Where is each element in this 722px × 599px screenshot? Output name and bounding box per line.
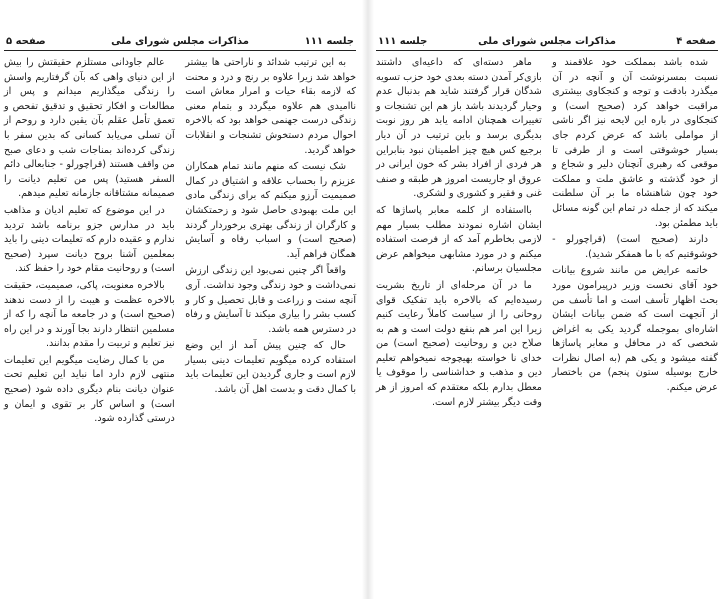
paragraph: به این ترتیب شدائد و ناراحتی ها بیشتر خواهد شد زیرا علاوه بر رنج و درد و محنت که لازمه بقاء حیات و امرار معاش است ناامیدی هم علاوه میگردد و بتمام معنی زندگی درست جهنمی خواهد بود که بالاخره احوال مردم دستخوش تشنجات و انقلابات خواهد گردید. [185,57,356,156]
paragraph: ما در آن مرحله‌ای از تاریخ بشریت رسیده‌ایم که بالاخره باید تفکیک قوای روحانی را از سیاست کاملاً رعایت کنیم زیرا این امر هم بنفع دولت است و هم به صلاح دین و روحانیت (صحیح است) من خدای نا خواسته بهیچوجه نمیخواهم تعلیم دین و مذهب و خداشناسی را موقوف یا معطل بدارم بلکه معتقدم که امروز از هر وقت دیگر بیشتر لازم است. [376,279,542,408]
paragraph: شده باشد بمملکت خود علاقمند و نسبت بمسرنوشت آن و آنچه در آن میگذرد بادقت و توجه و کنجکاوی بیشتری مراقبت خواهد کرد (صحیح است) و کنجکاوی در باره این لایحه نیز اگر ناشی از مواملی باشد که عرض کردم جای بسیار خوشوقتی است و از طرفی تا موقعی که رهبری آنچنان دلیر و شجاع و از خود گذشته و عاشق ملت و مملکت خود چون شاهنشاه ما بر آن سلطنت میکند که از جمله در تمام این گونه مسائل باید مطمئن بود. [552,57,718,229]
text-column-left [4,56,175,429]
left-page [4,36,356,429]
paragraph: خاتمه عرایض من مانند شروع بیانات خود آقای نخست وزیر درپیرامون مورد بحث اظهار تأسف است و اما تأسف من از آنجهت است که ضمن بیانات ایشان اشاره‌ای بموجمله گردید یکی به اغراض شخصی که در محافل و معابر پاساژها گفته میشود و یکی هم (به اصال نظرات خارج بوسیله ستون پنجم) من باختصار عرض میکنم. [552,265,718,394]
session-number: جلسه ۱۱۱ [378,36,428,47]
text-column-right [185,56,356,429]
paragraph: عالم جاودانی مستلزم حقیقتش را بیش از این دنیای واهی که بآن گرفتاریم واسش را زندگی میگذاریم میدانم و پس از مطالعات و افکار تحقیق و تدقیق تفحص و تعمق تأمل عقلم بآن یقین دارد و روحم از آن تسلی می‌یابد کسانی که بدین سفر با زندگی کرده‌اند بمناجات شب و دعای صبح من واقف هستند (قراچورلو - جنابعالی دائم السفر هستید) پس من تعلیم دیانت را صمیمانه مشتاقانه جازمانه تعلیم میدهم. [4,57,175,200]
paragraph: بالاخره معنویت، پاکی، صمیمیت، حقیقت بالاخره عظمت و هیبت را از دست ندهند (صحیح است) و در جامعه ما آنچه را که از مسلمین انتظار دارند بجا آورند و در این راه نیز تعلیم و تربیت را مقدم بدانند. [4,279,175,350]
page-header [4,36,356,51]
right-page [376,36,718,412]
paragraph: دارند (صحیح است) (قراچورلو - خوشوقتیم که با ما همفکر شدید). [552,234,718,260]
text-column-left [376,56,542,412]
paragraph: ماهر دسته‌ای که داعیه‌ای داشتند بازی‌کر آمدن دسته بعدی خود حزب تسویه شدگان قرار گرفتند شاید هم بدنبال عدم وحیار گردیدند باشد باز هم این تشنجات و تغییرات همچنان ادامه یابد هر روز نوبت بدیگری برسد و باین ترتیب در آن دیار برجیع کس هیچ چیز اطمینان نبود بنابراین هر فردی از افراد بشر که خون ایرانی در عروق او جاریست امروز هر طبقه و صنف غنی و فقیر و کشوری و لشکری. [376,57,542,200]
paragraph: بااستفاده از کلمه معابر پاساژها که ایشان اشاره نمودند مطلب بسیار مهم لازمی بخاطرم آمد که از فرصت استفاده میکنم و در مورد مشابهی میخواهم عرض مجلسیان برسانم. [376,204,542,275]
page-number: صفحه ۵ [6,36,46,47]
paragraph: در این موضوع که تعلیم ادیان و مذاهب باید در مدارس جزو برنامه باشد تردید ندارم و عقیده دارم که تعلیمات دینی را باید بمعلمین آشنا بروح دیانت سپرد (صحیح است) و روحانیت مقام خود را حفظ کند. [4,204,175,275]
running-title: مذاکرات مجلس شورای ملی [478,36,616,47]
text-column-right [552,56,718,412]
book-gutter [362,0,374,599]
paragraph: حال که چنین پیش آمد از این وضع استفاده کرده میگویم تعلیمات دینی بسیار لازم است و جاری گردیدن این تعلیمات باید با کمال دقت و بدست اهل آن باشد. [185,340,356,396]
page-number: صفحه ۴ [676,36,716,47]
running-title: مذاکرات مجلس شورای ملی [111,36,249,47]
paragraph: من با کمال رضایت میگویم این تعلیمات منتهی لازم دارد اما نباید این تعلیم تحت عنوان دیانت بنام دیگری داده شود (صحیح است) و اساس کار بر تقوی و ایمان و درستی گذارده شود. [4,354,175,425]
session-number: جلسه ۱۱۱ [304,36,354,47]
paragraph: شک نیست که منهم مانند تمام همکاران عزیزم را بحساب علاقه و اشتیاق در کمال صمیمیت آرزو میکنم که برای زندگی مادی این ملت بهبودی حاصل شود و زحمتکشان و کارگران از زندگی بهتری برخوردار گردند (صحیح است) و اسباب رفاه و آسایش همگان فراهم آید. [185,161,356,260]
page-header [376,36,718,51]
paragraph: واقعاً اگر چنین نمی‌بود این زندگی ارزش نمی‌داشت و خود زندگی وجود نداشت. آری آنچه سنت و زراعت و قابل تحصیل و کار و کسب بشر را بیاری میکند تا آسایش و رفاه در دسترس همه باشد. [185,265,356,335]
